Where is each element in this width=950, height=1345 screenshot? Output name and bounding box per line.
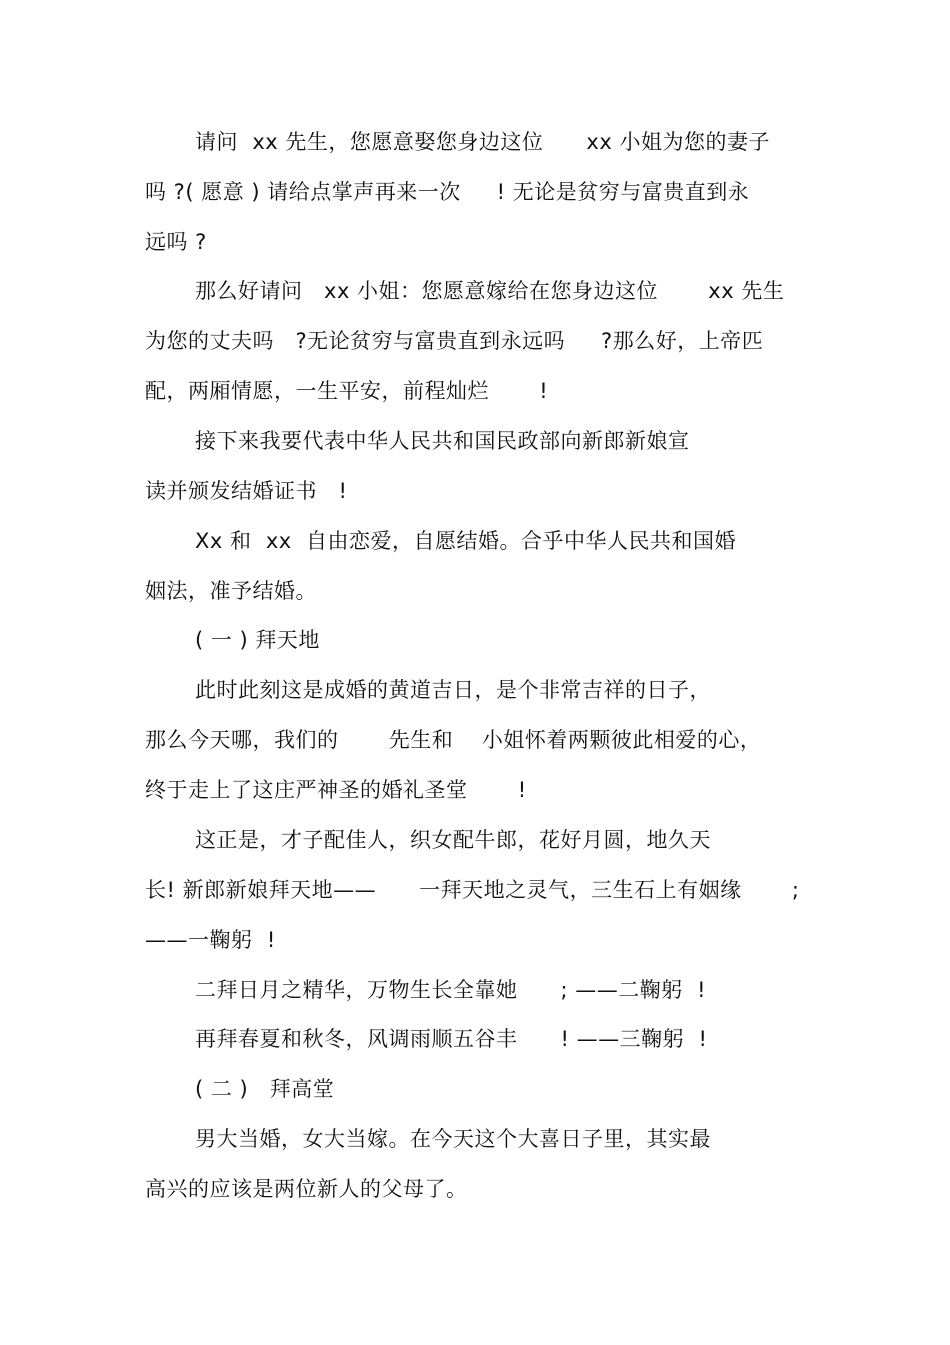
paragraph-line: 配，两厢情愿，一生平安，前程灿烂 !	[145, 379, 549, 403]
paragraph-line: 接下来我要代表中华人民共和国民政部向新郎新娘宣	[195, 429, 690, 453]
paragraph-line: 二拜日月之精华，万物生长全靠她 ; ——二鞠躬 !	[195, 978, 707, 1002]
paragraph-line: ——一鞠躬 !	[145, 928, 276, 952]
paragraph-line: 长! 新郎新娘拜天地—— 一拜天地之灵气，三生石上有姻缘 ;	[145, 878, 800, 902]
paragraph-line: Xx 和 xx 自由恋爱，自愿结婚。合乎中华人民共和国婚	[195, 529, 737, 553]
paragraph-line: 高兴的应该是两位新人的父母了。	[145, 1177, 468, 1201]
paragraph-line: 请问 xx 先生，您愿意娶您身边这位 xx 小姐为您的妻子	[195, 130, 770, 154]
paragraph-line: 远吗 ?	[145, 230, 207, 254]
paragraph-line: 男大当婚，女大当嫁。在今天这个大喜日子里，其实最	[195, 1127, 711, 1151]
paragraph-line: 读并颁发结婚证书 !	[145, 479, 348, 503]
paragraph-line: 这正是，才子配佳人，织女配牛郎，花好月圆，地久天	[195, 828, 711, 852]
paragraph-line: 那么今天哪，我们的 先生和 小姐怀着两颗彼此相爱的心，	[145, 728, 762, 752]
paragraph-line: 那么好请问 xx 小姐：您愿意嫁给在您身边这位 xx 先生	[195, 279, 785, 303]
paragraph-line: 吗 ?( 愿意 ) 请给点掌声再来一次 ! 无论是贫穷与富贵直到永	[145, 180, 750, 204]
section-heading: ( 二 ) 拜高堂	[195, 1077, 335, 1101]
paragraph-line: 姻法，准予结婚。	[145, 579, 317, 603]
paragraph-line: 此时此刻这是成婚的黄道吉日，是个非常吉祥的日子，	[195, 678, 711, 702]
paragraph-line: 为您的丈夫吗 ?无论贫穷与富贵直到永远吗 ?那么好，上帝匹	[145, 329, 764, 353]
paragraph-line: 终于走上了这庄严神圣的婚礼圣堂 !	[145, 778, 527, 802]
section-heading: ( 一 ) 拜天地	[195, 628, 320, 652]
paragraph-line: 再拜春夏和秋冬，风调雨顺五谷丰 ! ——三鞠躬 !	[195, 1027, 708, 1051]
